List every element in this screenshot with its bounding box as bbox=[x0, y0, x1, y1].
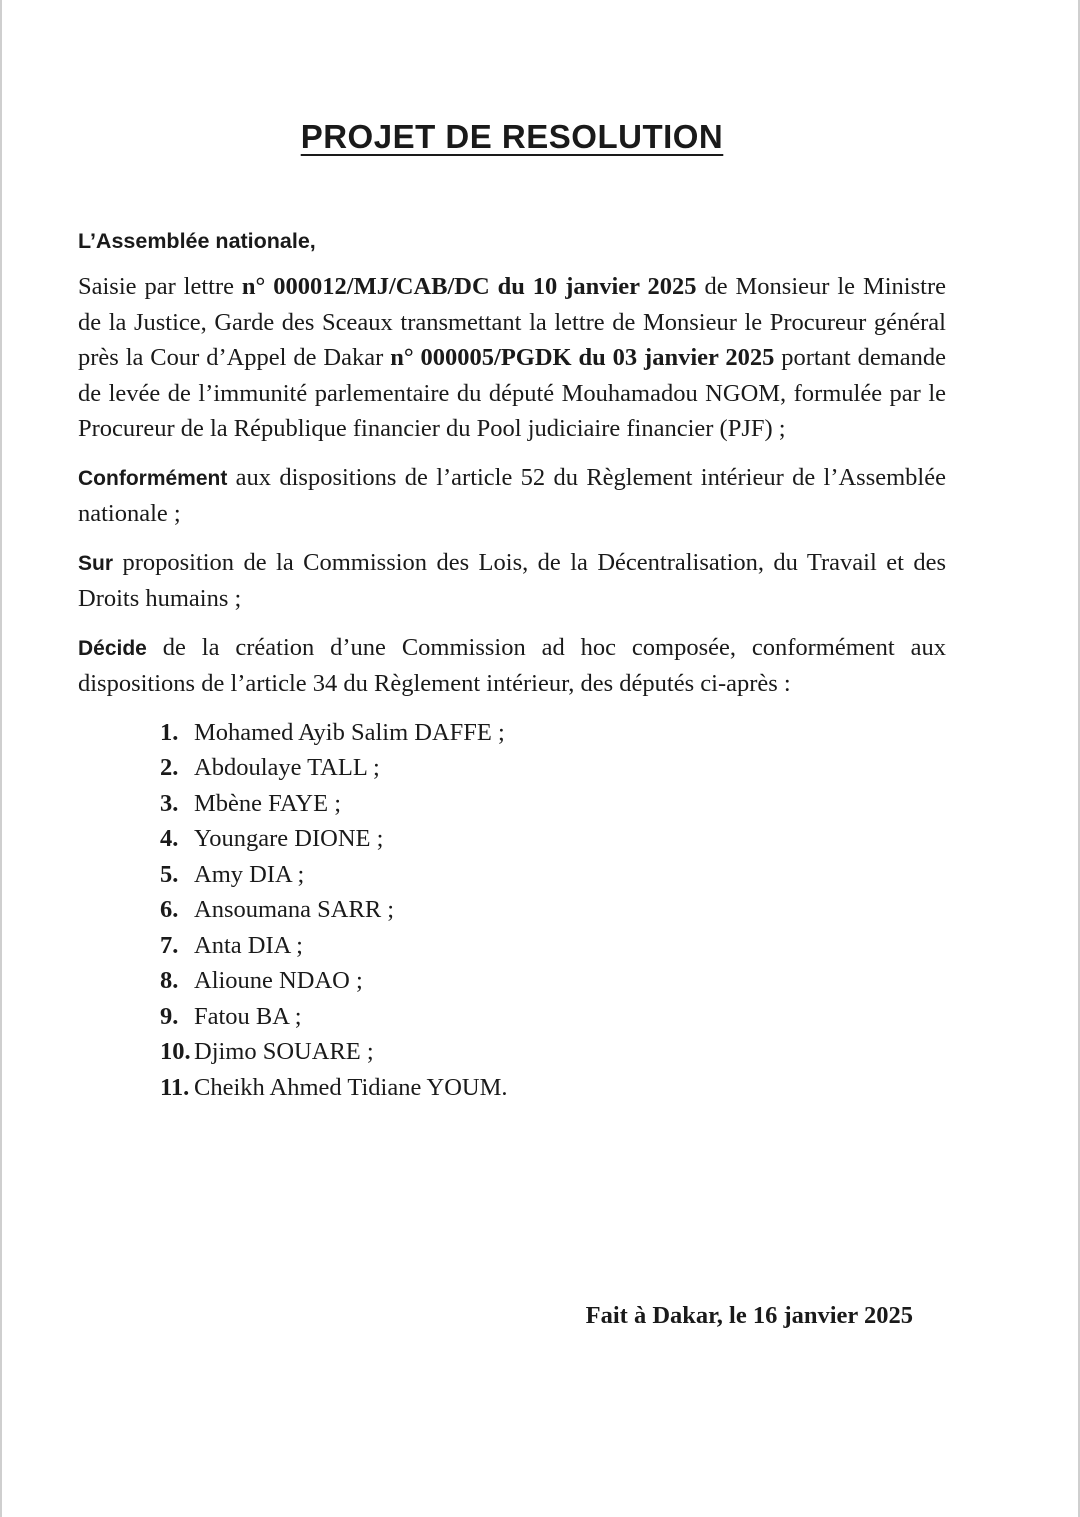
member-number: 7. bbox=[160, 931, 179, 959]
document-body bbox=[78, 226, 946, 1105]
member-name: Abdoulaye TALL ; bbox=[194, 754, 380, 781]
member-name: Cheikh Ahmed Tidiane YOUM. bbox=[194, 1073, 508, 1101]
member-item bbox=[160, 857, 946, 893]
member-number: 8. bbox=[160, 967, 179, 994]
document-title bbox=[0, 118, 1024, 156]
member-item bbox=[160, 928, 946, 964]
member-number: 9. bbox=[160, 1002, 179, 1030]
member-item bbox=[160, 892, 946, 928]
member-number: 4. bbox=[160, 825, 179, 852]
member-item bbox=[160, 821, 946, 857]
addressee-heading: L’Assemblée nationale, bbox=[78, 229, 316, 253]
document-title-text: PROJET DE RESOLUTION bbox=[300, 118, 724, 155]
paragraph-saisie bbox=[78, 269, 946, 447]
member-item bbox=[160, 715, 946, 751]
member-number: 5. bbox=[160, 860, 179, 888]
member-number: 2. bbox=[160, 754, 179, 781]
member-name: Alioune NDAO ; bbox=[194, 967, 363, 994]
member-number: 10. bbox=[160, 1038, 191, 1065]
paragraph-sur bbox=[78, 545, 946, 617]
member-number: 11. bbox=[160, 1073, 190, 1101]
member-name: Amy DIA ; bbox=[194, 860, 305, 888]
para1-ref-2: n° 000005/PGDK du 03 janvier 2025 bbox=[390, 344, 775, 371]
page-edge-left bbox=[0, 0, 2, 1517]
member-item bbox=[160, 999, 946, 1035]
member-item bbox=[160, 1070, 946, 1106]
para1-text-1: Saisie par lettre bbox=[78, 273, 242, 300]
member-number: 6. bbox=[160, 896, 179, 923]
para2-lead: Conformément bbox=[78, 466, 228, 490]
signature-line: Fait à Dakar, le 16 janvier 2025 bbox=[585, 1302, 913, 1329]
member-number: 1. bbox=[160, 718, 179, 746]
member-list bbox=[78, 715, 946, 1106]
member-item bbox=[160, 1034, 946, 1070]
member-name: Fatou BA ; bbox=[194, 1002, 302, 1030]
member-name: Djimo SOUARE ; bbox=[194, 1038, 374, 1065]
paragraph-conformement bbox=[78, 460, 946, 532]
member-item bbox=[160, 750, 946, 786]
para4-lead: Décide bbox=[78, 636, 147, 660]
member-name: Ansoumana SARR ; bbox=[194, 896, 395, 923]
member-name: Mbène FAYE ; bbox=[194, 789, 341, 817]
member-name: Anta DIA ; bbox=[194, 931, 303, 959]
member-name: Mohamed Ayib Salim DAFFE ; bbox=[194, 718, 505, 746]
para1-ref-1: n° 000012/MJ/CAB/DC du 10 janvier 2025 bbox=[241, 273, 697, 300]
para3-text: proposition de la Commission des Lois, de la Décentralisation, du Travail et des Droits humains ; bbox=[78, 548, 946, 612]
member-item bbox=[160, 786, 946, 822]
para4-text: de la création d’une Commission ad hoc composée, conformément aux dispositions de l’article 34 du Règlement intérieur, des députés ci-après : bbox=[78, 633, 946, 697]
para1-text-2: de Monsieur le Ministre de la Justice, Garde des Sceaux transmettant la lettre de Monsieur le Procureur général près la Cour d’Appel de Dakar bbox=[78, 273, 946, 371]
para3-lead: Sur bbox=[78, 551, 114, 575]
member-number: 3. bbox=[160, 789, 179, 817]
member-item bbox=[160, 963, 946, 999]
para2-text: aux dispositions de l’article 52 du Règlement intérieur de l’Assemblée nationale ; bbox=[78, 463, 946, 527]
paragraph-decide bbox=[78, 630, 946, 702]
member-name: Youngare DIONE ; bbox=[194, 825, 384, 852]
para1-text-3: portant demande de levée de l’immunité parlementaire du député Mouhamadou NGOM, formulée par le Procureur de la République financier du Pool judiciaire financier (PJF) ; bbox=[78, 344, 946, 442]
